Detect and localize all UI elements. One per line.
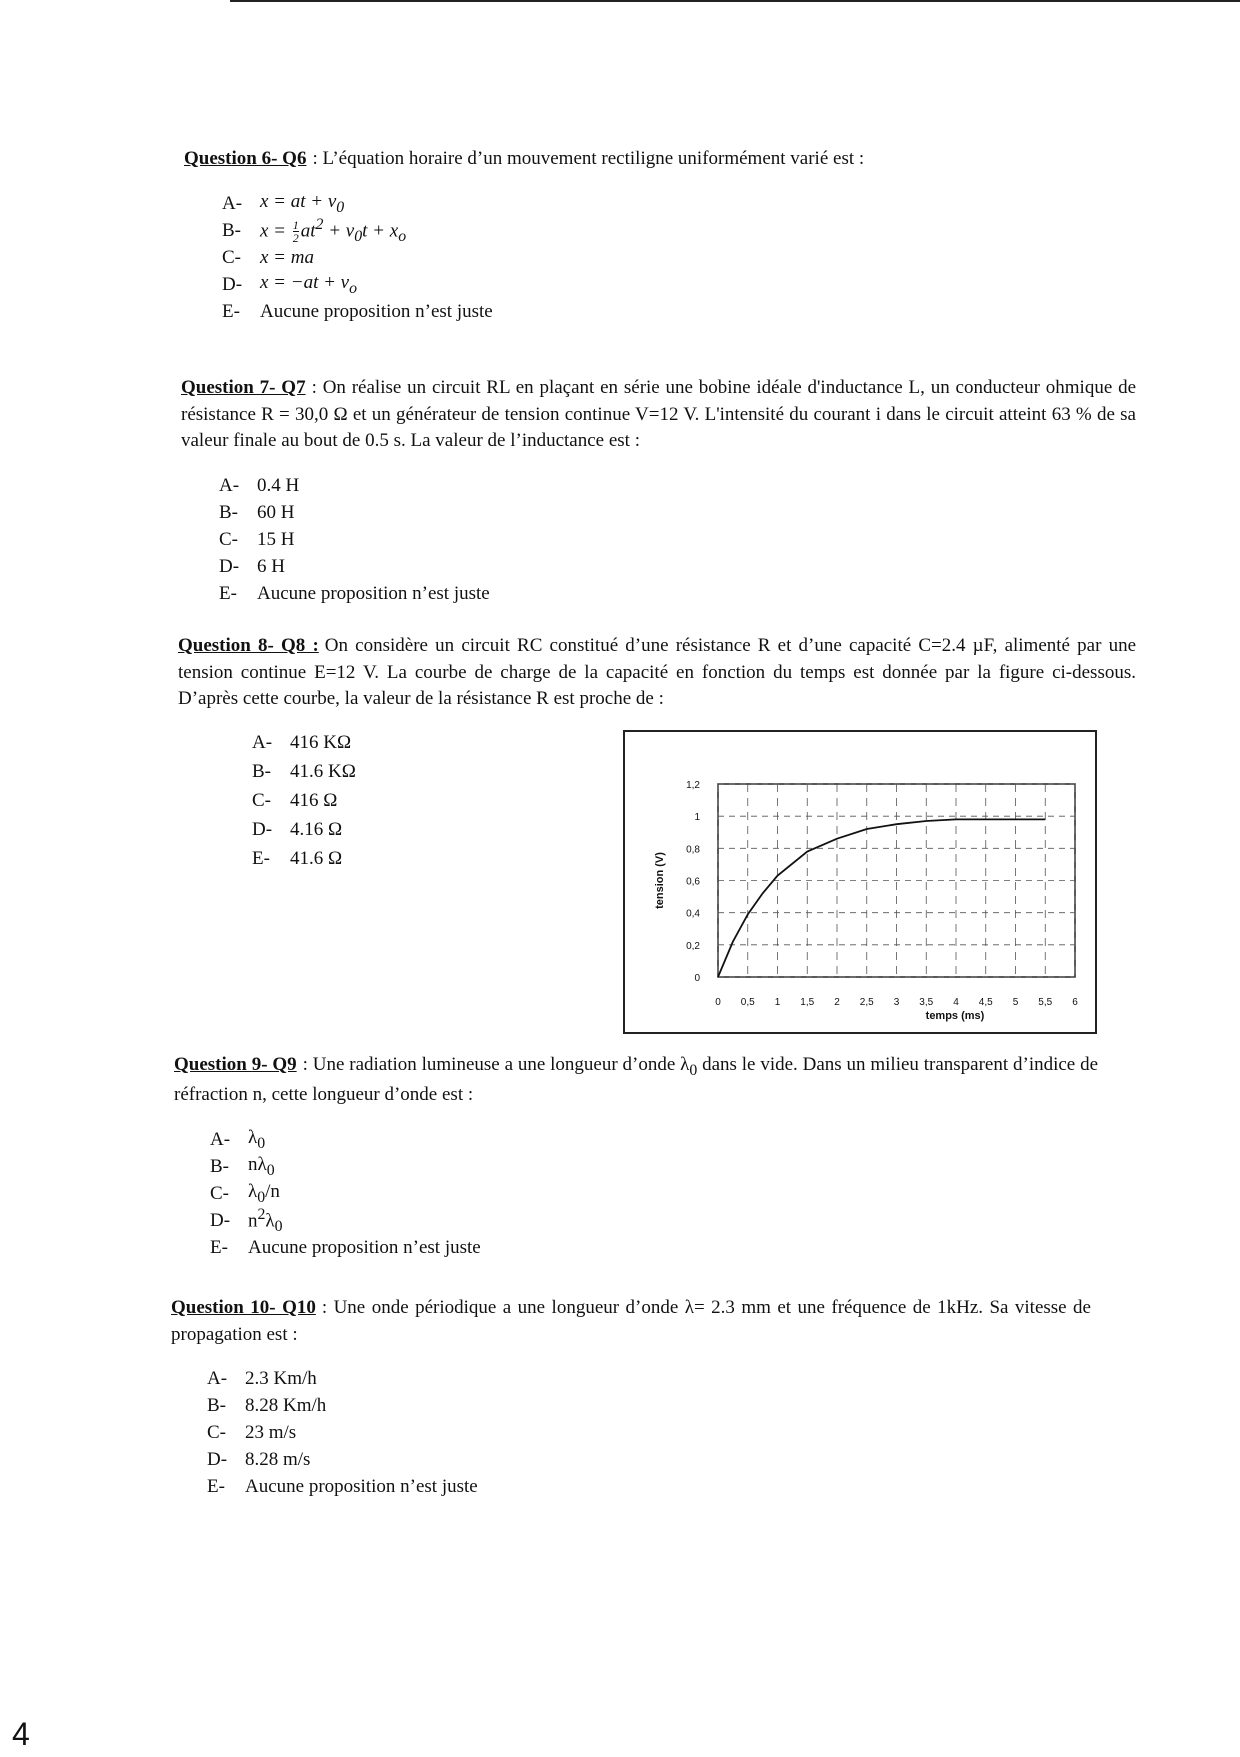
series-line-tension [718,819,1045,977]
question-7-label: Question 7- Q7 [181,377,306,398]
y-axis-label: tension (V) [654,852,666,909]
question-10-options [207,1366,1091,1501]
question-6-label: Question 6- Q6 [184,148,307,169]
question-10-text: : Une onde périodique a une longueur d’onde λ= 2.3 mm et une fréquence de 1kHz. Sa vitesse de propagation est : [171,1297,1091,1345]
option-b[interactable]: B- 60 H [219,501,295,523]
question-6-prompt [184,146,1084,173]
x-tick-label: 3,5 [919,997,934,1008]
option-c[interactable]: C- $\lambda_0/n$ [210,1181,280,1206]
x-tick-label: 4 [953,997,959,1008]
x-tick-label: 6 [1072,997,1078,1008]
x-tick-label: 1,5 [800,997,815,1008]
fraction-one-half: $\frac{1}{2}$ [292,218,299,246]
option-b[interactable]: B- x = $\frac{1}{2}$ $at^2 + v_0t + x_o$ [222,218,1084,245]
option-b[interactable]: B- 41.6 KΩ [252,760,356,782]
question-8-label: Question 8- Q8 : [178,635,319,656]
x-tick-label: 0,5 [740,997,755,1008]
option-e[interactable]: E- Aucune proposition n’est juste [207,1476,478,1498]
question-7-text: : On réalise un circuit RL en plaçant en série une bobine idéale d'inductance L, un conducteur ohmique de résistance R = 30,0 Ω et un générateur de tension continue V=12 V. L'intensité du courant i dans le circuit atteint 63 % de sa valeur finale au bout de 0.5 s. La valeur de l’inductance est : [181,377,1137,452]
x-tick-label: 4,5 [978,997,993,1008]
question-6-text: : L’équation horaire d’un mouvement rectiligne uniformément varié est : [312,148,865,169]
top-edge-line [230,0,1240,2]
question-7 [181,375,1136,608]
option-e[interactable]: E- 41.6 Ω [252,847,343,869]
question-8-prompt [178,633,1136,713]
option-b[interactable]: B- 8.28 Km/h [207,1395,327,1417]
option-c[interactable]: C- x = ma [222,245,1084,272]
y-tick-label: 0,6 [686,876,700,888]
question-8-text: On considère un circuit RC constitué d’une résistance R et d’une capacité C=2.4 µF, alimenté par une tension continue E=12 V. La courbe de charge de la capacité en fonction du temps est donnée par la figure ci-dessous. D’après cette courbe, la valeur de la résistance R est proche de : [178,635,1137,710]
x-tick-label: 0 [715,997,721,1008]
chart-svg [625,732,1095,1032]
option-a[interactable]: A- $\lambda_0$ [210,1127,266,1152]
x-axis-label: temps (ms) [925,1010,985,1022]
y-tick-label: 0 [694,973,700,984]
option-a[interactable]: A- 2.3 Km/h [207,1368,317,1390]
option-d[interactable]: D- 8.28 m/s [207,1449,311,1471]
option-b[interactable]: B- $n\lambda_0$ [210,1154,275,1179]
option-d[interactable]: D- $n^2\lambda_0$ [210,1205,283,1236]
option-d[interactable]: D- 4.16 Ω [252,818,343,840]
x-tick-label: 5 [1012,997,1019,1008]
option-d[interactable]: D- 6 H [219,555,285,577]
question-9-label: Question 9- Q9 [174,1054,297,1075]
rc-charge-chart [623,730,1097,1034]
option-a[interactable]: A- 0.4 H [219,474,300,496]
question-9-prompt [174,1052,1098,1109]
option-a-formula: x = at + $v_0$ [260,191,345,216]
option-a[interactable]: A- x = at + $v_0$ [222,191,1084,218]
option-e[interactable]: E- Aucune proposition n’est juste [210,1236,481,1258]
question-6-options [222,191,1084,326]
y-tick-label: 1,2 [686,780,700,791]
question-6 [184,146,1084,326]
question-7-prompt [181,375,1136,455]
x-tick-label: 2,5 [859,997,874,1008]
option-e[interactable]: E- Aucune proposition n’est juste [222,299,1084,326]
option-c-formula: x = ma [260,246,314,268]
x-tick-label: 3 [893,997,900,1008]
option-c[interactable]: C- 23 m/s [207,1422,297,1444]
question-9 [174,1052,1098,1262]
question-10-prompt [171,1295,1091,1348]
option-d[interactable]: D- $x = -at + v_o$ [222,272,1084,299]
question-9-text: : Une radiation lumineuse a une longueur d’onde $\lambda_0$ dans le vide. Dans un milieu transparent d’indice de réfraction n, cette longueur d’onde est : [174,1054,1099,1105]
option-b-formula: x = $\frac{1}{2}$ $at^2 + v_0t + x_o$ [260,215,407,246]
question-10-label: Question 10- Q10 [171,1297,316,1318]
y-tick-label: 1 [694,812,700,824]
question-10 [171,1295,1091,1501]
x-tick-label: 5,5 [1038,997,1053,1008]
option-a[interactable]: A- 416 KΩ [252,731,352,753]
y-tick-label: 0,8 [686,844,700,856]
page-number: 4 [12,1716,30,1752]
option-d-formula: $x = -at + v_o$ [260,272,358,297]
y-tick-label: 0,2 [686,940,700,952]
y-tick-label: 0,4 [686,908,700,920]
option-e-text: Aucune proposition n’est juste [260,300,493,322]
option-c[interactable]: C- 15 H [219,528,295,550]
x-tick-label: 1 [774,997,781,1008]
question-7-options [219,473,1136,608]
option-e[interactable]: E- Aucune proposition n’est juste [219,582,490,604]
x-tick-label: 2 [834,997,840,1008]
question-9-options [210,1127,1098,1262]
option-c[interactable]: C- 416 Ω [252,789,338,811]
